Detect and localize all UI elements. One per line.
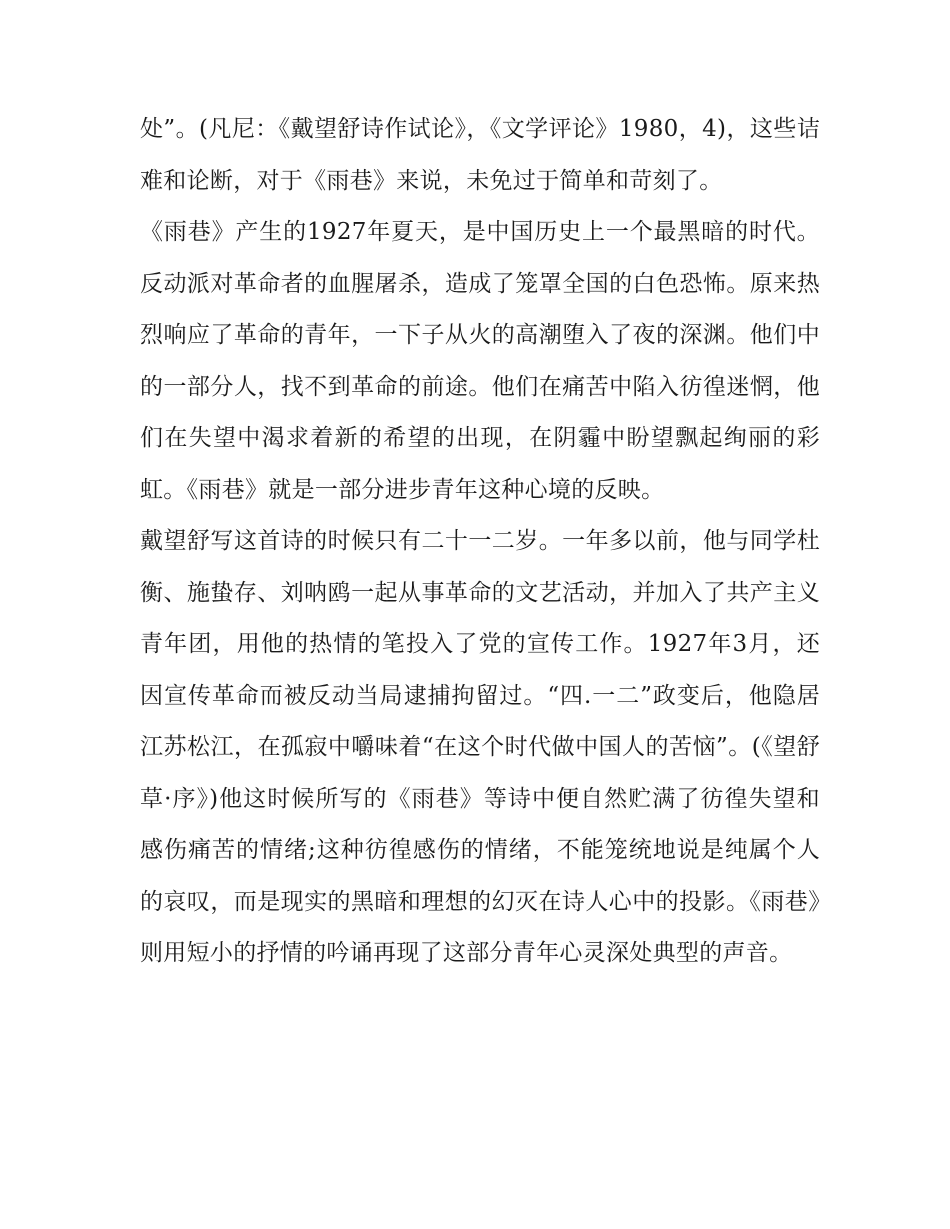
paragraph-3: 戴望舒写这首诗的时候只有二十一二岁。一年多以前，他与同学杜衡、施蛰存、刘呐鸥一起从事革命的文艺活动，并加入了共产主义青年团，用他的热情的笔投入了党的宣传工作。1927年3月，还因宣传革命而被反动当局逮捕拘留过。“四.一二”政变后，他隐居江苏松江，在孤寂中嚼味着“在这个时代做中国人的苦恼”。(《望舒草·序》)他这时候所写的《雨巷》等诗中便自然贮满了彷徨失望和感伤痛苦的情绪;这种彷徨感伤的情绪，不能笼统地说是纯属个人的哀叹，而是现实的黑暗和理想的幻灭在诗人心中的投影。《雨巷》则用短小的抒情的吟诵再现了这部分青年心灵深处典型的声音。 bbox=[140, 528, 820, 966]
paragraph-2: 《雨巷》产生的1927年夏天，是中国历史上一个最黑暗的时代。反动派对革命者的血腥屠杀，造成了笼罩全国的白色恐怖。原来热烈响应了革命的青年，一下子从火的高潮堕入了夜的深渊。他们中的一部分人，找不到革命的前途。他们在痛苦中陷入彷徨迷惘，他们在失望中渴求着新的希望的出现，在阴霾中盼望飘起绚丽的彩虹。《雨巷》就是一部分进步青年这种心境的反映。 bbox=[140, 219, 820, 503]
paragraph-1: 处”。(凡尼：《戴望舒诗作试论》，《文学评论》1980，4)，这些诘难和论断，对于《雨巷》来说，未免过于简单和苛刻了。 bbox=[140, 116, 820, 194]
document-page bbox=[140, 104, 820, 980]
